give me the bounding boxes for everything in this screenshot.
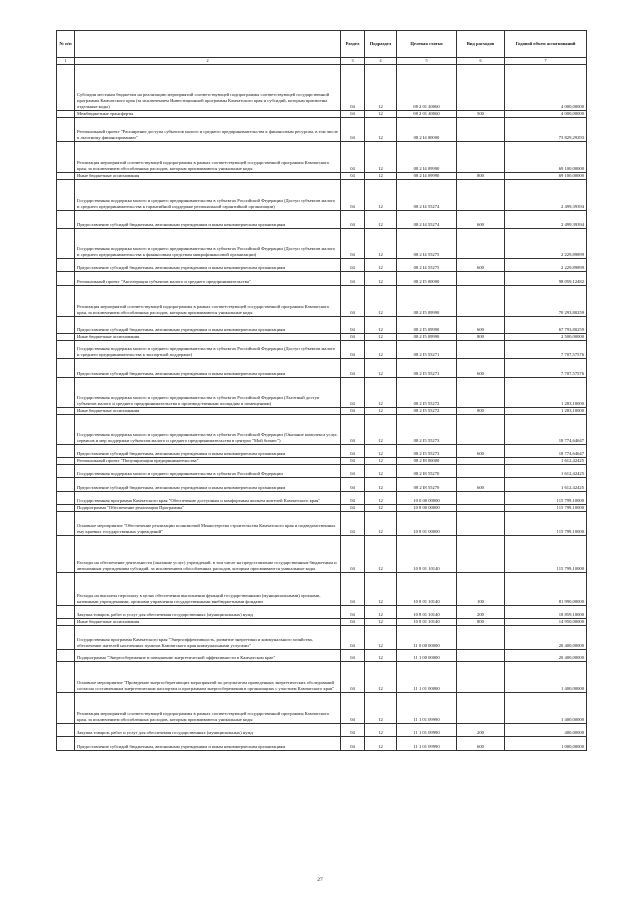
cell-podrazdel: 12 bbox=[365, 445, 397, 458]
cell-target-article: 10 8 01 10140 bbox=[397, 573, 457, 606]
cell-name: Предоставление субсидий бюджетным, автономным учреждениям и иным некоммерческим организациям bbox=[75, 211, 341, 229]
cell-expense-type: 600 bbox=[457, 737, 505, 751]
cell-expense-type bbox=[457, 465, 505, 478]
cell-amount: 1 283,10000 bbox=[505, 378, 587, 408]
cell-target-article: 08 2 I4 55274 bbox=[397, 211, 457, 229]
cell-amount: 400,00000 bbox=[505, 724, 587, 737]
cell-number bbox=[57, 259, 75, 272]
cell-number bbox=[57, 478, 75, 492]
cell-podrazdel: 12 bbox=[365, 573, 397, 606]
cell-target-article: 08 2 I4 09990 bbox=[397, 173, 457, 180]
table-row bbox=[57, 359, 587, 378]
cell-amount: 7 707,57576 bbox=[505, 359, 587, 378]
cell-target-article: 08 2 I5 55271 bbox=[397, 359, 457, 378]
cell-amount: 4 000,00000 bbox=[505, 111, 587, 118]
cell-expense-type: 800 bbox=[457, 619, 505, 626]
cell-amount: 1 612,42425 bbox=[505, 465, 587, 478]
cell-target-article: 08 2 I4 55274 bbox=[397, 180, 457, 211]
cell-razdel: 04 bbox=[341, 65, 365, 111]
table-row bbox=[57, 272, 587, 286]
cell-expense-type bbox=[457, 229, 505, 259]
cell-podrazdel: 12 bbox=[365, 724, 397, 737]
cell-razdel: 04 bbox=[341, 650, 365, 662]
cell-podrazdel: 12 bbox=[365, 180, 397, 211]
cell-target-article: 08 2 I5 55273 bbox=[397, 415, 457, 445]
table-row bbox=[57, 505, 587, 512]
cell-razdel: 04 bbox=[341, 606, 365, 619]
table-row bbox=[57, 512, 587, 536]
cell-target-article: 08 2 I4 09990 bbox=[397, 142, 457, 173]
cell-expense-type: 800 bbox=[457, 334, 505, 341]
cell-podrazdel: 12 bbox=[365, 229, 397, 259]
cell-razdel: 04 bbox=[341, 142, 365, 173]
cell-name: Закупка товаров, работ и услуг для обеспечения государственных (муниципальных) нужд bbox=[75, 724, 341, 737]
cell-expense-type: 100 bbox=[457, 573, 505, 606]
cell-expense-type bbox=[457, 180, 505, 211]
cell-target-article: 08 2 I5 55271 bbox=[397, 341, 457, 359]
cell-amount: 1 283,10000 bbox=[505, 408, 587, 415]
cell-podrazdel: 12 bbox=[365, 693, 397, 724]
cell-target-article: 10 8 01 00000 bbox=[397, 512, 457, 536]
table-row bbox=[57, 334, 587, 341]
cell-name: Государственная поддержка малого и среднего предпринимательства в субъектах Российской Федерации bbox=[75, 465, 341, 478]
cell-amount: 2 229,89899 bbox=[505, 259, 587, 272]
cell-target-article: 08 2 I4 55275 bbox=[397, 259, 457, 272]
cell-podrazdel: 12 bbox=[365, 142, 397, 173]
cell-razdel: 04 bbox=[341, 229, 365, 259]
cell-target-article: 10 8 00 00000 bbox=[397, 505, 457, 512]
cell-name: Государственная поддержка малого и среднего предпринимательства в субъектах Российской Федерации (Доступ субъектов малого и среднего предпринимательства к финансовым средствам микрофинансовой организации) bbox=[75, 229, 341, 259]
cell-name: Региональный проект "Акселерация субъектов малого и среднего предпринимательства" bbox=[75, 272, 341, 286]
cell-podrazdel: 12 bbox=[365, 359, 397, 378]
cell-podrazdel: 12 bbox=[365, 65, 397, 111]
cell-target-article: 08 2 I4 55275 bbox=[397, 229, 457, 259]
cell-number bbox=[57, 317, 75, 334]
cell-razdel: 04 bbox=[341, 662, 365, 693]
cell-number bbox=[57, 536, 75, 573]
cell-number bbox=[57, 512, 75, 536]
cell-podrazdel: 12 bbox=[365, 118, 397, 142]
table-row bbox=[57, 111, 587, 118]
table-row bbox=[57, 408, 587, 415]
cell-expense-type: 600 bbox=[457, 359, 505, 378]
cell-expense-type: 200 bbox=[457, 724, 505, 737]
table-row bbox=[57, 737, 587, 751]
cell-razdel: 04 bbox=[341, 118, 365, 142]
cell-expense-type bbox=[457, 536, 505, 573]
table-row bbox=[57, 626, 587, 650]
cell-target-article: 08 2 I5 09990 bbox=[397, 317, 457, 334]
cell-podrazdel: 12 bbox=[365, 408, 397, 415]
cell-number bbox=[57, 626, 75, 650]
cell-target-article: 11 1 01 09990 bbox=[397, 693, 457, 724]
cell-number bbox=[57, 445, 75, 458]
cell-podrazdel: 12 bbox=[365, 606, 397, 619]
cell-number bbox=[57, 272, 75, 286]
cell-razdel: 04 bbox=[341, 445, 365, 458]
cell-number bbox=[57, 458, 75, 465]
cell-razdel: 04 bbox=[341, 505, 365, 512]
cell-amount: 14 950,00000 bbox=[505, 619, 587, 626]
cell-razdel: 04 bbox=[341, 478, 365, 492]
cell-amount: 1 612,42425 bbox=[505, 478, 587, 492]
header-podrazdel: Подраздел bbox=[365, 31, 397, 58]
cell-expense-type bbox=[457, 272, 505, 286]
cell-podrazdel: 12 bbox=[365, 737, 397, 751]
cell-razdel: 04 bbox=[341, 272, 365, 286]
cell-target-article: 08 2 I8 00000 bbox=[397, 458, 457, 465]
table-row bbox=[57, 65, 587, 111]
cell-number bbox=[57, 65, 75, 111]
cell-target-article: 08 2 I8 55270 bbox=[397, 465, 457, 478]
cell-razdel: 04 bbox=[341, 724, 365, 737]
cell-number bbox=[57, 693, 75, 724]
cell-podrazdel: 12 bbox=[365, 272, 397, 286]
cell-expense-type: 600 bbox=[457, 445, 505, 458]
table-row bbox=[57, 180, 587, 211]
header-annual-amount: Годовой объем ассигнований bbox=[505, 31, 587, 58]
cell-podrazdel: 12 bbox=[365, 650, 397, 662]
table-row bbox=[57, 492, 587, 505]
cell-target-article: 11 1 01 00000 bbox=[397, 662, 457, 693]
cell-amount: 115 799,10000 bbox=[505, 505, 587, 512]
table-row bbox=[57, 606, 587, 619]
cell-razdel: 04 bbox=[341, 286, 365, 317]
cell-number bbox=[57, 465, 75, 478]
cell-amount: 18 859,10000 bbox=[505, 606, 587, 619]
cell-name: Предоставление субсидий бюджетным, автономным учреждениям и иным некоммерческим организациям bbox=[75, 259, 341, 272]
cell-razdel: 04 bbox=[341, 693, 365, 724]
cell-name: Предоставление субсидий бюджетным, автономным учреждениям и иным некоммерческим организациям bbox=[75, 737, 341, 751]
cell-expense-type bbox=[457, 650, 505, 662]
cell-number bbox=[57, 415, 75, 445]
cell-expense-type bbox=[457, 626, 505, 650]
cell-name: Государственная программа Камчатского края "Энергоэффективность, развитие энергетики и коммунального хозяйства, обеспечение жителей населенных пунктов Камчатского края коммунальными услугами" bbox=[75, 626, 341, 650]
cell-number bbox=[57, 118, 75, 142]
cell-amount: 1 612,42425 bbox=[505, 458, 587, 465]
cell-razdel: 04 bbox=[341, 619, 365, 626]
cell-razdel: 04 bbox=[341, 737, 365, 751]
cell-name: Иные бюджетные ассигнования bbox=[75, 619, 341, 626]
cell-number bbox=[57, 737, 75, 751]
cell-name: Субсидии местным бюджетам на реализацию мероприятий соответствующей подпрограммы соответствующей государственной программы Камчатского края (за исключением Инвестиционной программы Камчатского края и субсидий, которым присвоены отдельные коды) bbox=[75, 65, 341, 111]
cell-expense-type: 600 bbox=[457, 317, 505, 334]
page-number: 27 bbox=[317, 877, 323, 883]
cell-amount: 7 707,57576 bbox=[505, 341, 587, 359]
cell-expense-type bbox=[457, 662, 505, 693]
cell-expense-type bbox=[457, 458, 505, 465]
cell-expense-type bbox=[457, 415, 505, 445]
cell-razdel: 04 bbox=[341, 341, 365, 359]
cell-expense-type bbox=[457, 65, 505, 111]
column-number: 5 bbox=[397, 58, 457, 65]
cell-number bbox=[57, 408, 75, 415]
cell-number bbox=[57, 359, 75, 378]
cell-podrazdel: 12 bbox=[365, 259, 397, 272]
column-number: 1 bbox=[57, 58, 75, 65]
cell-name: Подпрограмма "Обеспечение реализации Программы" bbox=[75, 505, 341, 512]
cell-name: Реализация мероприятий соответствующей подпрограммы в рамках соответствующей государственной программы Камчатского края, за исключением обособленных расходов, которым присваиваются уникальные коды bbox=[75, 693, 341, 724]
cell-podrazdel: 12 bbox=[365, 478, 397, 492]
cell-number bbox=[57, 378, 75, 408]
cell-podrazdel: 12 bbox=[365, 505, 397, 512]
cell-podrazdel: 12 bbox=[365, 211, 397, 229]
cell-number bbox=[57, 619, 75, 626]
cell-name: Предоставление субсидий бюджетным, автономным учреждениям и иным некоммерческим организациям bbox=[75, 478, 341, 492]
table-row bbox=[57, 619, 587, 626]
budget-table bbox=[56, 30, 587, 751]
cell-number bbox=[57, 505, 75, 512]
cell-name: Государственная программа Камчатского края "Обеспечение доступным и комфортным жильем жителей Камчатского края" bbox=[75, 492, 341, 505]
cell-number bbox=[57, 492, 75, 505]
cell-amount: 4 000,00000 bbox=[505, 65, 587, 111]
header-expense-type: Вид расходов bbox=[457, 31, 505, 58]
cell-expense-type bbox=[457, 142, 505, 173]
header-target-article: Целевая статья bbox=[397, 31, 457, 58]
cell-razdel: 04 bbox=[341, 359, 365, 378]
table-row bbox=[57, 211, 587, 229]
cell-name: Государственная поддержка малого и среднего предпринимательства в субъектах Российской Федерации (Доступ субъектов малого и среднего предпринимательства к гарантийной поддержке региональной гарантийной организации) bbox=[75, 180, 341, 211]
table-header-row bbox=[57, 31, 587, 58]
table-row bbox=[57, 317, 587, 334]
cell-podrazdel: 12 bbox=[365, 536, 397, 573]
cell-razdel: 04 bbox=[341, 465, 365, 478]
table-row bbox=[57, 573, 587, 606]
cell-number bbox=[57, 142, 75, 173]
table-row bbox=[57, 173, 587, 180]
cell-target-article: 08 2 I5 00000 bbox=[397, 272, 457, 286]
cell-number bbox=[57, 724, 75, 737]
cell-target-article: 11 0 00 00000 bbox=[397, 626, 457, 650]
cell-expense-type bbox=[457, 118, 505, 142]
cell-amount: 20 400,00000 bbox=[505, 626, 587, 650]
table-row bbox=[57, 259, 587, 272]
cell-razdel: 04 bbox=[341, 573, 365, 606]
cell-podrazdel: 12 bbox=[365, 317, 397, 334]
cell-name: Основное мероприятие "Обеспечение реализации полномочий Министерства строительства Камчатского края и подведомственных ему краевых государственных учреждений" bbox=[75, 512, 341, 536]
cell-target-article: 08 2 I5 55272 bbox=[397, 408, 457, 415]
cell-name: Межбюджетные трансферты bbox=[75, 111, 341, 118]
cell-razdel: 04 bbox=[341, 626, 365, 650]
cell-number bbox=[57, 341, 75, 359]
cell-name: Государственная поддержка малого и среднего предпринимательства в субъектах Российской Федерации (Оказание комплекса услуг, сервисов и мер поддержки субъектам малого и среднего предпринимательства в центрах "Мой бизнес") bbox=[75, 415, 341, 445]
cell-expense-type bbox=[457, 512, 505, 536]
cell-name: Иные бюджетные ассигнования bbox=[75, 173, 341, 180]
cell-expense-type: 800 bbox=[457, 408, 505, 415]
cell-number bbox=[57, 573, 75, 606]
table-row bbox=[57, 286, 587, 317]
cell-number bbox=[57, 286, 75, 317]
table-row bbox=[57, 415, 587, 445]
column-number: 7 bbox=[505, 58, 587, 65]
table-row bbox=[57, 445, 587, 458]
cell-amount: 2 229,89899 bbox=[505, 229, 587, 259]
cell-name: Государственная поддержка малого и среднего предпринимательства в субъектах Российской Федерации (Льготный доступ субъектов малого и среднего предпринимательства к производственным площадям и помещениям) bbox=[75, 378, 341, 408]
cell-amount: 69 100,00000 bbox=[505, 142, 587, 173]
cell-razdel: 04 bbox=[341, 408, 365, 415]
cell-expense-type: 800 bbox=[457, 173, 505, 180]
cell-expense-type bbox=[457, 286, 505, 317]
cell-amount: 20 400,00000 bbox=[505, 650, 587, 662]
cell-amount: 2 499,39394 bbox=[505, 180, 587, 211]
cell-amount: 69 100,00000 bbox=[505, 173, 587, 180]
cell-target-article: 08 2 I5 09990 bbox=[397, 334, 457, 341]
cell-target-article: 10 0 00 00000 bbox=[397, 492, 457, 505]
cell-podrazdel: 12 bbox=[365, 111, 397, 118]
cell-razdel: 04 bbox=[341, 458, 365, 465]
cell-target-article: 10 8 01 10140 bbox=[397, 619, 457, 626]
cell-name: Предоставление субсидий бюджетным, автономным учреждениям и иным некоммерческим организациям bbox=[75, 359, 341, 378]
cell-expense-type: 200 bbox=[457, 606, 505, 619]
cell-target-article: 08 2 I5 55273 bbox=[397, 445, 457, 458]
table-row bbox=[57, 341, 587, 359]
cell-podrazdel: 12 bbox=[365, 512, 397, 536]
cell-podrazdel: 12 bbox=[365, 619, 397, 626]
cell-name: Региональный проект "Популяризация предпринимательства" bbox=[75, 458, 341, 465]
cell-number bbox=[57, 606, 75, 619]
cell-name: Предоставление субсидий бюджетным, автономным учреждениям и иным некоммерческим организациям bbox=[75, 317, 341, 334]
cell-amount: 2 500,00000 bbox=[505, 334, 587, 341]
cell-name: Расходы на выплаты персоналу в целях обеспечения выполнения функций государственными (муниципальными) органами, казенными учреждениями, органами управления государственными внебюджетными фондами bbox=[75, 573, 341, 606]
cell-amount: 67 793,80259 bbox=[505, 317, 587, 334]
cell-name: Реализация мероприятий соответствующей подпрограммы в рамках соответствующей государственной программы Камчатского края, за исключением обособленных расходов, которым присваиваются уникальные коды bbox=[75, 142, 341, 173]
cell-name: Закупка товаров, работ и услуг для обеспечения государственных (муниципальных) нужд bbox=[75, 606, 341, 619]
cell-expense-type bbox=[457, 492, 505, 505]
cell-target-article: 08 2 I8 55270 bbox=[397, 478, 457, 492]
cell-expense-type: 600 bbox=[457, 211, 505, 229]
table-row bbox=[57, 458, 587, 465]
cell-name: Иные бюджетные ассигнования bbox=[75, 334, 341, 341]
cell-number bbox=[57, 229, 75, 259]
cell-name: Региональный проект "Расширение доступа субъектов малого и среднего предпринимательства к финансовым ресурсам, в том числе к льготному финансированию" bbox=[75, 118, 341, 142]
cell-number bbox=[57, 211, 75, 229]
cell-podrazdel: 12 bbox=[365, 465, 397, 478]
column-number: 4 bbox=[365, 58, 397, 65]
cell-amount: 2 499,39394 bbox=[505, 211, 587, 229]
cell-target-article: 10 8 01 10140 bbox=[397, 606, 457, 619]
cell-amount: 115 799,10000 bbox=[505, 492, 587, 505]
table-row bbox=[57, 465, 587, 478]
column-number: 6 bbox=[457, 58, 505, 65]
cell-podrazdel: 12 bbox=[365, 378, 397, 408]
cell-expense-type: 500 bbox=[457, 111, 505, 118]
cell-number bbox=[57, 650, 75, 662]
cell-podrazdel: 12 bbox=[365, 458, 397, 465]
cell-amount: 115 799,10000 bbox=[505, 536, 587, 573]
cell-target-article: 08 2 I4 00000 bbox=[397, 118, 457, 142]
cell-razdel: 04 bbox=[341, 211, 365, 229]
cell-expense-type bbox=[457, 378, 505, 408]
cell-amount: 18 774,64647 bbox=[505, 445, 587, 458]
cell-amount: 98 059,12482 bbox=[505, 272, 587, 286]
cell-podrazdel: 12 bbox=[365, 492, 397, 505]
table-row bbox=[57, 662, 587, 693]
cell-amount: 81 990,00000 bbox=[505, 573, 587, 606]
cell-podrazdel: 12 bbox=[365, 415, 397, 445]
header-razdel: Раздел bbox=[341, 31, 365, 58]
cell-podrazdel: 12 bbox=[365, 334, 397, 341]
cell-podrazdel: 12 bbox=[365, 286, 397, 317]
table-row bbox=[57, 118, 587, 142]
cell-target-article: 08 2 I5 55272 bbox=[397, 378, 457, 408]
cell-razdel: 04 bbox=[341, 173, 365, 180]
cell-podrazdel: 12 bbox=[365, 626, 397, 650]
cell-target-article: 10 8 01 10140 bbox=[397, 536, 457, 573]
table-row bbox=[57, 724, 587, 737]
cell-target-article: 08 2 I5 09990 bbox=[397, 286, 457, 317]
cell-podrazdel: 12 bbox=[365, 173, 397, 180]
cell-name: Основное мероприятие "Проведение энергосберегающих мероприятий по результатам проведенных энергетических обследований согласно составленным энергетическим паспортам и программам энергосбережения в организациях с участием Камчатского края" bbox=[75, 662, 341, 693]
cell-razdel: 04 bbox=[341, 536, 365, 573]
cell-expense-type bbox=[457, 505, 505, 512]
cell-expense-type: 600 bbox=[457, 478, 505, 492]
cell-razdel: 04 bbox=[341, 512, 365, 536]
cell-number bbox=[57, 662, 75, 693]
cell-name: Государственная поддержка малого и среднего предпринимательства в субъектах Российской Федерации (Доступ субъектов малого и среднего предпринимательства к экспортной поддержке) bbox=[75, 341, 341, 359]
cell-razdel: 04 bbox=[341, 317, 365, 334]
cell-razdel: 04 bbox=[341, 180, 365, 211]
cell-expense-type bbox=[457, 693, 505, 724]
cell-name: Расходы на обеспечение деятельности (оказание услуг) учреждений, в том числе на предоставление государственным бюджетным и автономным учреждениям субсидий, за исключением обособленных расходов, которым присваиваются уникальные коды bbox=[75, 536, 341, 573]
cell-amount: 73 829,29293 bbox=[505, 118, 587, 142]
table-row bbox=[57, 142, 587, 173]
cell-amount: 1 400,00000 bbox=[505, 693, 587, 724]
cell-target-article: 11 1 00 00000 bbox=[397, 650, 457, 662]
cell-razdel: 04 bbox=[341, 415, 365, 445]
cell-amount: 1 400,00000 bbox=[505, 662, 587, 693]
table-row bbox=[57, 536, 587, 573]
header-name bbox=[75, 31, 341, 58]
cell-razdel: 04 bbox=[341, 259, 365, 272]
table-row bbox=[57, 229, 587, 259]
cell-number bbox=[57, 111, 75, 118]
cell-target-article: 11 1 01 09990 bbox=[397, 724, 457, 737]
cell-number bbox=[57, 173, 75, 180]
cell-amount: 1 000,00000 bbox=[505, 737, 587, 751]
cell-razdel: 04 bbox=[341, 378, 365, 408]
column-number-row bbox=[57, 58, 587, 65]
cell-name: Предоставление субсидий бюджетным, автономным учреждениям и иным некоммерческим организациям bbox=[75, 445, 341, 458]
table-row bbox=[57, 650, 587, 662]
cell-name: Подпрограмма "Энергосбережение и повышение энергетической эффективности в Камчатском крае" bbox=[75, 650, 341, 662]
cell-target-article: 11 1 01 09990 bbox=[397, 737, 457, 751]
cell-podrazdel: 12 bbox=[365, 662, 397, 693]
header-number: № п/п bbox=[57, 31, 75, 58]
cell-number bbox=[57, 334, 75, 341]
cell-expense-type: 600 bbox=[457, 259, 505, 272]
table-row bbox=[57, 378, 587, 408]
table-row bbox=[57, 478, 587, 492]
cell-amount: 70 293,80259 bbox=[505, 286, 587, 317]
cell-razdel: 04 bbox=[341, 111, 365, 118]
cell-name: Реализация мероприятий соответствующей подпрограммы в рамках соответствующей государственной программы Камчатского края, за исключением обособленных расходов, которым присваиваются уникальные коды bbox=[75, 286, 341, 317]
cell-amount: 18 774,64647 bbox=[505, 415, 587, 445]
cell-number bbox=[57, 180, 75, 211]
cell-razdel: 04 bbox=[341, 334, 365, 341]
table-row bbox=[57, 693, 587, 724]
cell-expense-type bbox=[457, 341, 505, 359]
cell-target-article: 08 2 01 40060 bbox=[397, 65, 457, 111]
cell-target-article: 08 2 01 40060 bbox=[397, 111, 457, 118]
column-number: 3 bbox=[341, 58, 365, 65]
cell-amount: 115 799,10000 bbox=[505, 512, 587, 536]
cell-podrazdel: 12 bbox=[365, 341, 397, 359]
cell-name: Иные бюджетные ассигнования bbox=[75, 408, 341, 415]
cell-razdel: 04 bbox=[341, 492, 365, 505]
column-number: 2 bbox=[75, 58, 341, 65]
